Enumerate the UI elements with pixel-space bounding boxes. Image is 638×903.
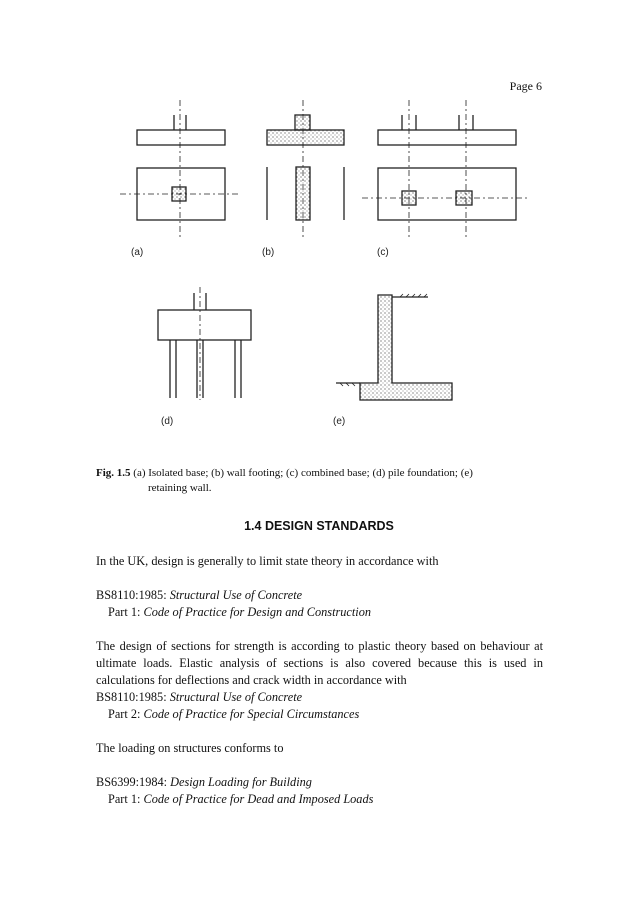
figure-label-a: (a) bbox=[131, 247, 144, 258]
retaining-wall-drawing bbox=[336, 294, 452, 400]
loading-paragraph: The loading on structures conforms to bbox=[96, 741, 284, 755]
std3-code: BS6399:1984: bbox=[96, 775, 171, 789]
isolated-base-drawing bbox=[120, 100, 240, 240]
standard-bs6399-part1 bbox=[96, 774, 543, 808]
std3-part-title: Code of Practice for Dead and Imposed Loads bbox=[143, 792, 374, 806]
plastic-theory-paragraph: The design of sections for strength is according to plastic theory based on behaviour at ultimate loads. Elastic analysis of sections is also covered because this is used in calculations for deflections and crack width in accordance with bbox=[96, 639, 543, 687]
combined-base-drawing bbox=[362, 100, 530, 240]
std2-code: BS8110:1985: bbox=[96, 690, 170, 704]
pile-foundation-drawing bbox=[158, 287, 251, 400]
figure-label-c: (c) bbox=[377, 247, 389, 258]
std2-title: Structural Use of Concrete bbox=[169, 690, 303, 704]
std3-title: Design Loading for Building bbox=[170, 775, 312, 789]
std1-part: Part 1: bbox=[108, 605, 144, 619]
page-number: Page 6 bbox=[509, 79, 542, 93]
figure-caption bbox=[96, 466, 546, 496]
wall-footing-drawing bbox=[267, 100, 344, 240]
standard-bs8110-part1 bbox=[96, 587, 543, 621]
intro-paragraph: In the UK, design is generally to limit state theory in accordance with bbox=[96, 554, 439, 568]
caption-text-line1: (a) Isolated base; (b) wall footing; (c) combined base; (d) pile foundation; (e) bbox=[133, 467, 473, 479]
std1-part-title: Code of Practice for Design and Construction bbox=[143, 605, 372, 619]
caption-number: Fig. 1.5 bbox=[96, 467, 131, 479]
caption-text-line2: retaining wall. bbox=[148, 482, 212, 494]
std2-part: Part 2: bbox=[108, 707, 144, 721]
figure-label-e: (e) bbox=[333, 416, 346, 427]
figure-label-d: (d) bbox=[161, 416, 174, 427]
std1-code: BS8110:1985: bbox=[96, 588, 170, 602]
standard-bs8110-part2 bbox=[96, 689, 543, 723]
std2-part-title: Code of Practice for Special Circumstances bbox=[143, 707, 360, 721]
figure-label-b: (b) bbox=[262, 247, 275, 258]
std1-title: Structural Use of Concrete bbox=[169, 588, 303, 602]
std3-part: Part 1: bbox=[108, 792, 144, 806]
section-heading: 1.4 DESIGN STANDARDS bbox=[244, 519, 394, 533]
